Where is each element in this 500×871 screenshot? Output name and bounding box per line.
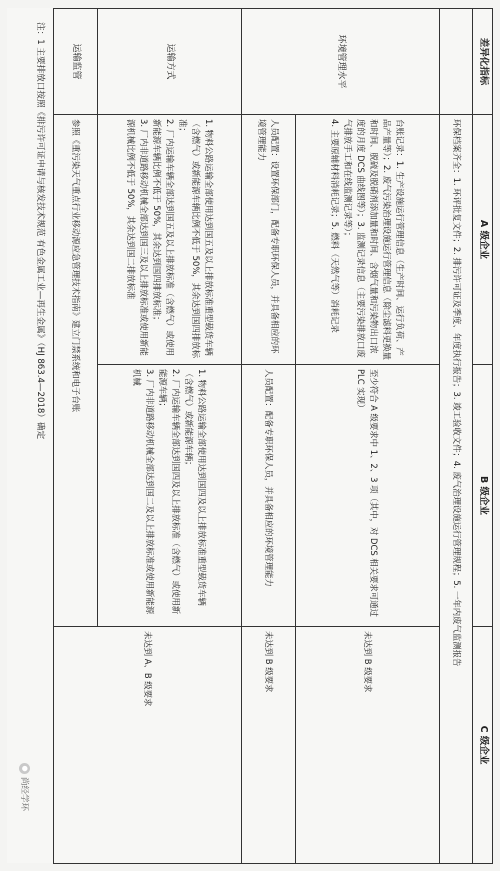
indicator-files-empty bbox=[439, 9, 472, 115]
b-transport-item: 2. 厂内运输车辆全部达到国四及以上排放标准（含燃气）或使用新能源车辆； bbox=[158, 369, 182, 615]
a-records-line: 4. 主要原辅材料消耗记录；5. 燃料（天然气等）消耗记录 bbox=[330, 119, 341, 333]
monitoring-cell: 参照《重污染天气重点行业移动源应急管理技术指南》建立门禁系统和电子台账 bbox=[54, 115, 98, 627]
indicator-env-management: 环境管理水平 bbox=[241, 9, 439, 115]
rotated-table-page bbox=[7, 8, 493, 863]
watermark bbox=[19, 763, 31, 811]
a-transport-item: 2. 厂内运输车辆全部达到国五及以上排放标准（含燃气）或使用新能源车辆比例不低于 50%，其余达到国四排放标准； bbox=[151, 119, 175, 356]
grading-table bbox=[53, 8, 493, 864]
c-staff-cell: 未达到 B 级要求 bbox=[241, 627, 295, 864]
header-grade-a: A 级企业 bbox=[473, 115, 493, 365]
table-row-env-records bbox=[295, 9, 439, 864]
footnote: 注：1 主要排放口按照《排污许可证申请与核发技术规范 有色金属工业—再生金属》（HJ 863.4—2018）确定 bbox=[35, 22, 45, 440]
a-staff-cell: 人员配置：设置环保部门，配备专职环保人员，并具备相应的环境管理能力 bbox=[241, 115, 295, 365]
wechat-icon: ● bbox=[20, 763, 31, 774]
b-transport-item: 1. 物料公路运输全部使用达到国四及以上排放标准重型载货车辆（含燃气）或新能源车辆； bbox=[184, 369, 208, 606]
c-transport-cell: 未达到 A、B 级要求 bbox=[54, 627, 242, 864]
a-transport-item: 3. 厂内非道路移动机械全部达到国三及以上排放标准或使用新能源机械比例不低于 50%，其余达到国二排放标准 bbox=[125, 119, 149, 356]
b-transport-item: 3. 厂内非道路移动机械全部达到国二及以上排放标准或使用新能源机械 bbox=[132, 369, 156, 615]
b-staff-cell: 人员配置：配备专职环保人员，并具备相应的环境管理能力 bbox=[241, 365, 295, 627]
b-transport-cell bbox=[97, 365, 241, 627]
b-records-cell: 至少符合 A 级要求中 1、2、3 项（其中，对 DCS 相关要求可通过 PLC 实现） bbox=[295, 365, 439, 627]
table-row-env-staff bbox=[241, 9, 295, 864]
a-transport-cell bbox=[97, 115, 241, 365]
a-records-line: 台账记录：1. 生产设施运行管理信息（生产时间、运行负荷、产品产量等）；2. 废气污染治理设施运行管理信息（除尘滤料更换量和时间、脱硫及脱硝剂添加量和时间、含烟气量和污染物出口浓度的月度 DCS 曲线图等）；3. 监测记录信息（主要污染排放口废气排放手工和在线监测记录等）； bbox=[343, 119, 406, 360]
header-indicator: 差异化指标 bbox=[473, 9, 493, 115]
a-records-cell bbox=[295, 115, 439, 365]
a-transport-item: 1. 物料公路运输全部使用达到国五及以上排放标准重型载货车辆（含燃气）或新能源车辆比例不低于 50%，其余达到国四排放标准； bbox=[177, 119, 214, 359]
table-row-transport bbox=[97, 9, 241, 864]
header-grade-b: B 级企业 bbox=[473, 365, 493, 627]
header-grade-c: C 级企业 bbox=[473, 627, 493, 864]
files-cell: 环保档案齐全：1. 环评批复文件；2. 排污许可证及季度、年度执行报告；3. 竣工验收文件；4. 废气治理设施运行管理规程；5. 一年内废气监测报告 bbox=[439, 115, 472, 864]
c-records-cell: 未达到 B 级要求 bbox=[295, 627, 439, 864]
watermark-text: 尚经学环 bbox=[19, 777, 29, 812]
indicator-transport: 运输方式 bbox=[97, 9, 241, 115]
header-row bbox=[473, 9, 493, 864]
table-row-files bbox=[439, 9, 472, 864]
indicator-transport-monitoring: 运输监管 bbox=[54, 9, 98, 115]
